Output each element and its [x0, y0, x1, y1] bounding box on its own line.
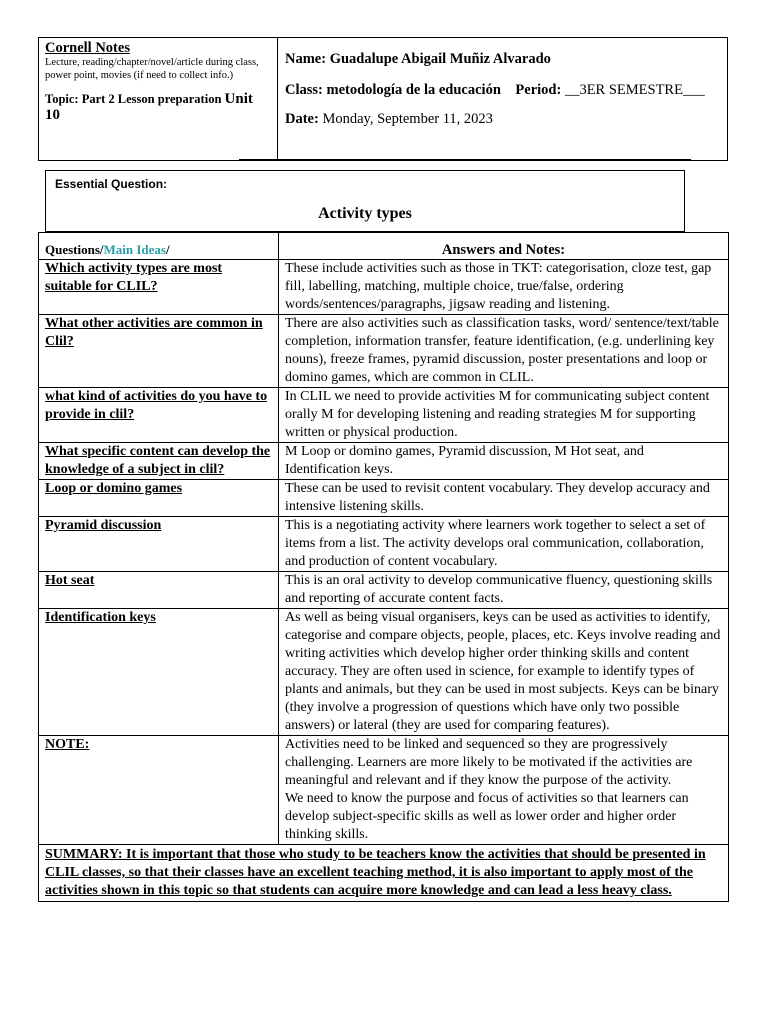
class-line	[285, 82, 705, 99]
notes-row	[39, 315, 729, 388]
answer-paragraph: This is a negotiating activity where learners work together to select a set of items from a list. The activity develops oral communication, collaboration, and production of content vocabulary.	[285, 518, 706, 569]
topic-label: Topic: Part 2 Lesson preparation	[45, 92, 225, 106]
answer-paragraph: We need to know the purpose and focus of activities so that learners can develop subject-specific skills as well as lower order and higher order thinking skills.	[285, 791, 689, 842]
topic-unit: Unit 10	[45, 91, 253, 123]
name-value: Guadalupe Abigail Muñiz Alvarado	[326, 51, 551, 67]
date-label: Date:	[285, 111, 319, 127]
answer-paragraph: These can be used to revisit content vocabulary. They develop accuracy and intensive listening skills.	[285, 481, 710, 514]
main-ideas-label: Main Ideas	[103, 242, 166, 257]
questions-header-label: Questions/	[45, 242, 104, 257]
name-label: Name:	[285, 51, 327, 67]
answer-paragraph: M Loop or domino games, Pyramid discussion, M Hot seat, and Identification keys.	[285, 444, 644, 477]
answer-cell	[279, 736, 729, 845]
cornell-title: Cornell Notes	[45, 40, 130, 56]
answer-cell	[279, 517, 729, 572]
question-cell: Loop or domino games	[39, 480, 279, 517]
question-cell: Pyramid discussion	[39, 517, 279, 572]
questions-header-slash: /	[166, 242, 170, 257]
answer-cell	[279, 315, 729, 388]
date-line	[285, 111, 493, 128]
question-cell: NOTE:	[39, 736, 279, 845]
summary-row	[39, 845, 729, 902]
notes-table	[38, 232, 729, 902]
question-cell: Identification keys	[39, 609, 279, 736]
answer-cell	[279, 388, 729, 443]
notes-row	[39, 517, 729, 572]
question-cell: What other activities are common in Clil?	[39, 315, 279, 388]
answer-paragraph: Activities need to be linked and sequenced so they are progressively challenging. Learners are more likely to be motivated if the activities are meaningful and relevant and if they know the purpose of the activity.	[285, 737, 693, 788]
answer-cell	[279, 609, 729, 736]
notes-row	[39, 480, 729, 517]
cornell-info-cell	[39, 38, 278, 160]
answer-paragraph: In CLIL we need to provide activities M for communicating subject content orally M for developing listening and reading strategies M for supporting written or physical production.	[285, 389, 710, 440]
cornell-description: Lecture, reading/chapter/novel/article during class, power point, movies (if need to collect info.)	[45, 57, 259, 81]
answer-paragraph: This is an oral activity to develop communicative fluency, questioning skills and reporting of accurate content facts.	[285, 573, 713, 606]
date-value: Monday, September 11, 2023	[318, 111, 493, 127]
notes-row	[39, 260, 729, 315]
summary-text: SUMMARY: It is important that those who study to be teachers know the activities that should be presented in CLIL classes, so that their classes have an excellent teaching method, it is also important to apply most of the activities shown in this topic so that students can acquire more knowledge and can lead a less heavy class.	[39, 845, 729, 902]
question-cell: what kind of activities do you have to provide in clil?	[39, 388, 279, 443]
essential-question-box	[45, 170, 685, 232]
table-header-row	[39, 233, 729, 260]
essential-question-label: Essential Question:	[55, 177, 168, 191]
notes-row	[39, 609, 729, 736]
cornell-header	[38, 37, 728, 161]
notes-row	[39, 388, 729, 443]
answer-paragraph: These include activities such as those in TKT: categorisation, cloze test, gap fill, labelling, matching, multiple choice, true/false, ordering words/sentences/paragraphs, jigsaw reading and listening.	[285, 261, 712, 312]
class-value: metodología de la educación	[322, 82, 501, 98]
questions-header	[39, 233, 279, 260]
period-value: __3ER SEMESTRE___	[561, 82, 705, 98]
header-divider	[239, 159, 691, 160]
answer-paragraph: There are also activities such as classification tasks, word/ sentence/text/table completion, information transfer, feature identification, (e.g. underlining key nouns), freeze frames, pyramid discussion, poster presentations and loop or domino games, which are common in CLIL.	[285, 316, 719, 385]
question-cell: Hot seat	[39, 572, 279, 609]
topic	[45, 91, 271, 123]
question-cell: What specific content can develop the knowledge of a subject in clil?	[39, 443, 279, 480]
essential-question-topic: Activity types	[318, 205, 412, 222]
question-cell: Which activity types are most suitable for CLIL?	[39, 260, 279, 315]
answer-cell	[279, 572, 729, 609]
name-line	[285, 51, 551, 68]
period-label: Period:	[515, 82, 562, 98]
answers-header: Answers and Notes:	[279, 233, 729, 260]
notes-row	[39, 443, 729, 480]
class-label: Class:	[285, 82, 323, 98]
notes-row	[39, 736, 729, 845]
notes-row	[39, 572, 729, 609]
answer-cell	[279, 443, 729, 480]
answer-cell	[279, 260, 729, 315]
answer-paragraph: As well as being visual organisers, keys can be used as activities to identify, categorise and compare objects, people, places, etc. Keys involve reading and writing activities which develop higher order thinking skills and content accuracy. They are often used in science, for example to identify types of plants and animals, but they can be used in most subjects. Keys can be binary (they involve a progression of questions which have only two possible answers) or lateral (they are used for comparing features).	[285, 610, 721, 733]
answer-cell	[279, 480, 729, 517]
